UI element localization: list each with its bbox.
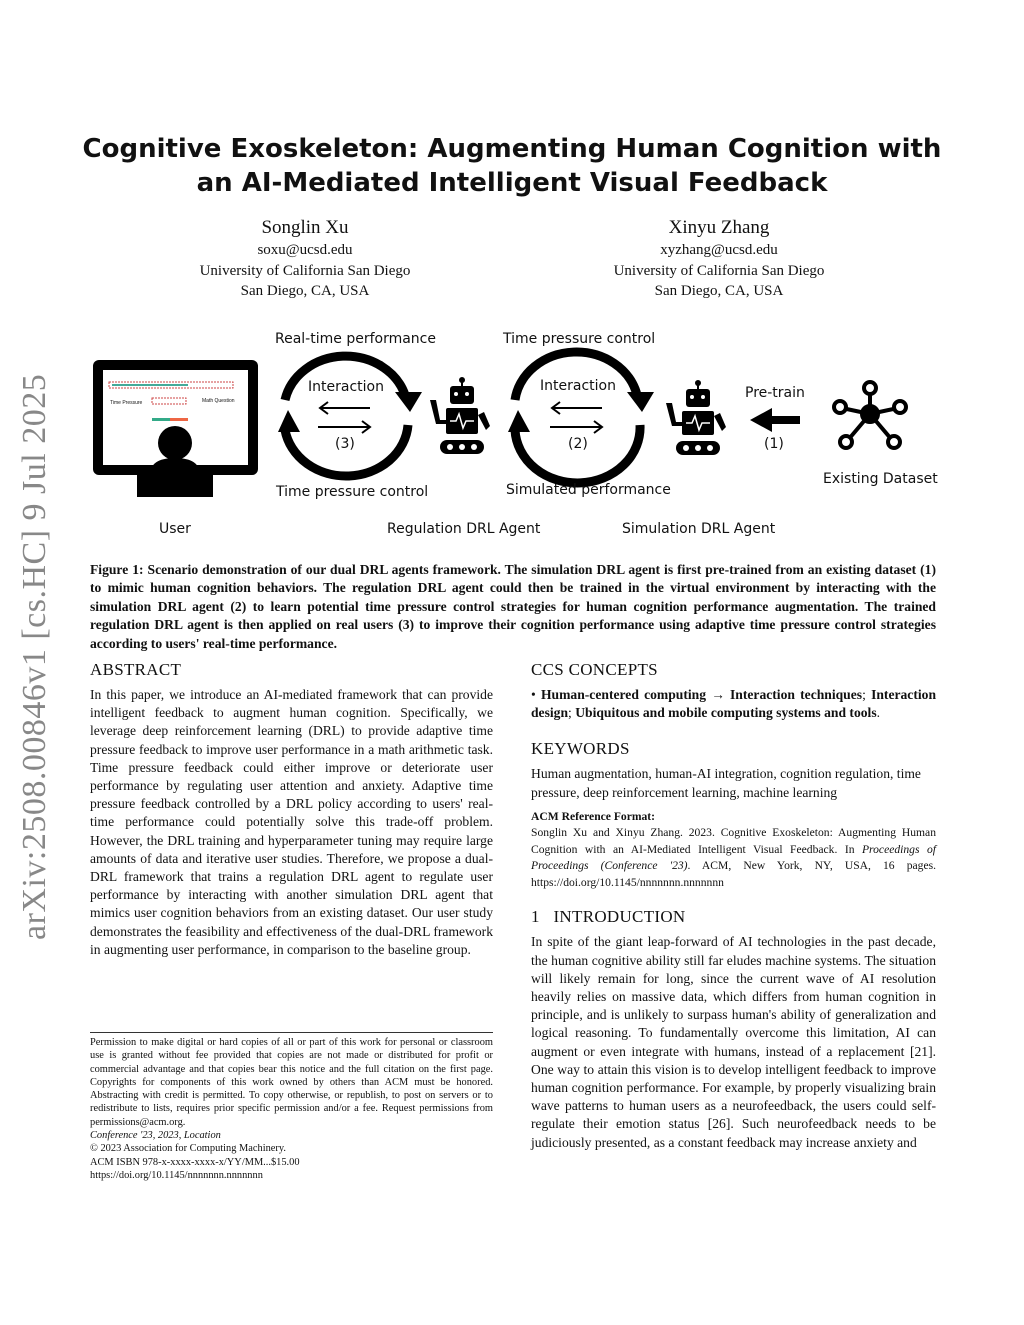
right-column (531, 660, 936, 1152)
doi-link[interactable]: https://doi.org/10.1145/nnnnnnn.nnnnnnn (90, 1169, 263, 1181)
separator: ; (862, 687, 872, 702)
abstract-text: In this paper, we introduce an AI-mediated framework that can provide intelligent feedback to augment human cognition. Specifically, we leverage deep reinforcement learning (DRL) to provide adaptive time pressure feedback to improve user performance in a math arithmetic task. Time pressure feedback could either improve or deteriorate user performance by regulating user attention and anxiety. Adaptive time pressure feedback controlled by a DRL policy according to users' real-time performance could potentially solve this trade-off problem. However, the DRL training and hyperparameter tuning may require large amounts of data and iterative user studies. Therefore, we propose a dual-DRL framework that trains a regulation DRL agent to regulate user performance by interacting with another simulation DRL agent that mimics user cognition behaviors from an existing dataset. Our user study demonstrates the feasibility and effectiveness of the dual-DRL framework in augmenting user performance, in comparison to the baseline group. (90, 687, 493, 957)
screen-time-pressure-label: Time Pressure (110, 400, 143, 406)
paper-title: Cognitive Exoskeleton: Augmenting Human Cognition with an AI-Mediated Intelligent Visual Feedback (82, 134, 942, 198)
abstract-section (90, 660, 493, 959)
label-time-pressure-control-top: Time pressure control (503, 331, 656, 347)
label-existing-dataset: Existing Dataset (823, 471, 938, 487)
permission-text: Permission to make digital or hard copies of all or part of this work for personal or classroom use is granted without fee provided that copies are not made or distributed for profit or commercial advantage and that copies bear this notice and the full citation on the first page. Copyrights for components of this work owned by others than ACM must be honored. Abstracting with credit is permitted. To copy otherwise, or republish, to post on servers or to redistribute to lists, requires prior specific permission and/or a fee. Request permissions from permissions@acm.org. (90, 1037, 493, 1128)
label-step-3: (3) (335, 436, 355, 452)
author-location: San Diego, CA, USA (240, 283, 370, 299)
keywords-heading: KEYWORDS (531, 739, 630, 759)
label-pretrain: Pre-train (745, 385, 805, 401)
cycle-arrows-2-icon (515, 352, 640, 483)
arrow: → (706, 687, 730, 702)
reference-text: Songlin Xu and Xinyu Zhang. 2023. Cognitive Exoskeleton: Augmenting Human Cognition with an AI-Mediated Intelligent Visual Feedback. In (531, 826, 936, 856)
reference-venue: Proceedings of Proceedings (Conference '23) (531, 842, 936, 873)
footnote-rule (90, 1032, 493, 1033)
author-name: Xinyu Zhang (668, 217, 770, 238)
label-simulated-performance: Simulated performance (506, 482, 671, 498)
figure-1 (0, 0, 1024, 560)
introduction-heading (531, 907, 936, 927)
figure-caption: Figure 1: Scenario demonstration of our dual DRL agents framework. The simulation DRL agent is first pre-trained from an existing dataset (1) to mimic human cognition behaviors. The regulation DRL agent could then be trained in the virtual environment by interacting with the simulation DRL agent (2) to learn potential time pressure control strategies for human cognition performance augmentation. The trained regulation DRL agent is then applied on real users (3) to improve their cognition performance using adaptive time pressure control strategies according to users' real-time performance. (90, 562, 936, 651)
ccs-concept: Human-centered computing (540, 687, 707, 702)
keywords-text: Human augmentation, human-AI integration, cognition regulation, time pressure, deep reinforcement learning, machine learning (531, 766, 921, 800)
author-email: soxu@ucsd.edu (257, 242, 353, 258)
ccs-heading: CCS CONCEPTS (531, 660, 658, 679)
author-location: San Diego, CA, USA (654, 283, 784, 299)
author-affiliation: University of California San Diego (613, 262, 825, 279)
reference-text-end: . ACM, New York, NY, USA, 16 pages. https://doi.org/10.1145/nnnnnnn.nnnnnnn (531, 859, 937, 889)
ccs-concept: Interaction design (531, 687, 936, 721)
copyright-text: © 2023 Association for Computing Machinery. (90, 1143, 286, 1155)
author-email: xyzhang@ucsd.edu (660, 242, 778, 258)
ccs-concept: Ubiquitous and mobile computing systems and tools (575, 705, 877, 721)
label-step-1: (1) (764, 436, 784, 452)
dataset-network-icon (834, 382, 906, 448)
isbn-text: ACM ISBN 978-x-xxxx-xxxx-x/YY/MM...$15.00 (90, 1156, 300, 1168)
reference-heading: ACM Reference Format: (531, 809, 656, 823)
ccs-concept: Interaction techniques (730, 687, 863, 702)
pretrain-arrow-icon (750, 408, 800, 432)
label-step-2: (2) (568, 436, 588, 452)
separator: ; (568, 705, 576, 721)
period: . (876, 705, 881, 721)
conference-text: Conference '23, 2023, Location (90, 1130, 221, 1142)
screen-math-question-label: Math Question (202, 398, 235, 404)
label-time-pressure-control-bottom: Time pressure control (276, 484, 429, 500)
author-name: Songlin Xu (261, 217, 349, 238)
exchange-arrows-icon (318, 402, 370, 433)
label-real-time-performance: Real-time performance (275, 331, 436, 347)
cycle-arrows-3-icon (285, 356, 408, 476)
acm-reference (531, 809, 936, 892)
label-interaction-2: Interaction (540, 378, 616, 394)
introduction-text: In spite of the giant leap-forward of AI technologies in the past decade, the human cognitive ability still far eludes machine systems. The situation will likely remain for long, since the current wave of AI resolution heavily relies on massive data, which differs from human cognition in principle, and is unlikely to surpass human's ability of generalization and logical reasoning. To fundamentally overcome this limitation, AI can augment or even integrate with humans, instead of a replacement [21]. One way to attain this vision is to develop intelligent feedback to improve human cognition performance. For example, by properly visualizing brain wave patterns to human users as a neurofeedback, the users could self-regulate their emotion status [26]. Such neurofeedback needs to be judiciously presented, as a constant feedback may increase anxiety and (531, 934, 936, 1150)
label-simulation-agent: Simulation DRL Agent (622, 521, 776, 537)
footnote (90, 1032, 493, 1182)
arxiv-stamp: arXiv:2508.00846v1 [cs.HC] 9 Jul 2025 (16, 373, 53, 940)
abstract-heading: ABSTRACT (90, 660, 182, 679)
ccs-text (531, 686, 936, 722)
label-regulation-agent: Regulation DRL Agent (387, 521, 541, 537)
bullet: • (531, 687, 536, 702)
label-interaction-3: Interaction (308, 379, 384, 395)
label-user: User (159, 521, 191, 537)
author-affiliation: University of California San Diego (199, 262, 411, 279)
section-number: 1 (531, 907, 540, 927)
section-title: INTRODUCTION (553, 907, 686, 927)
